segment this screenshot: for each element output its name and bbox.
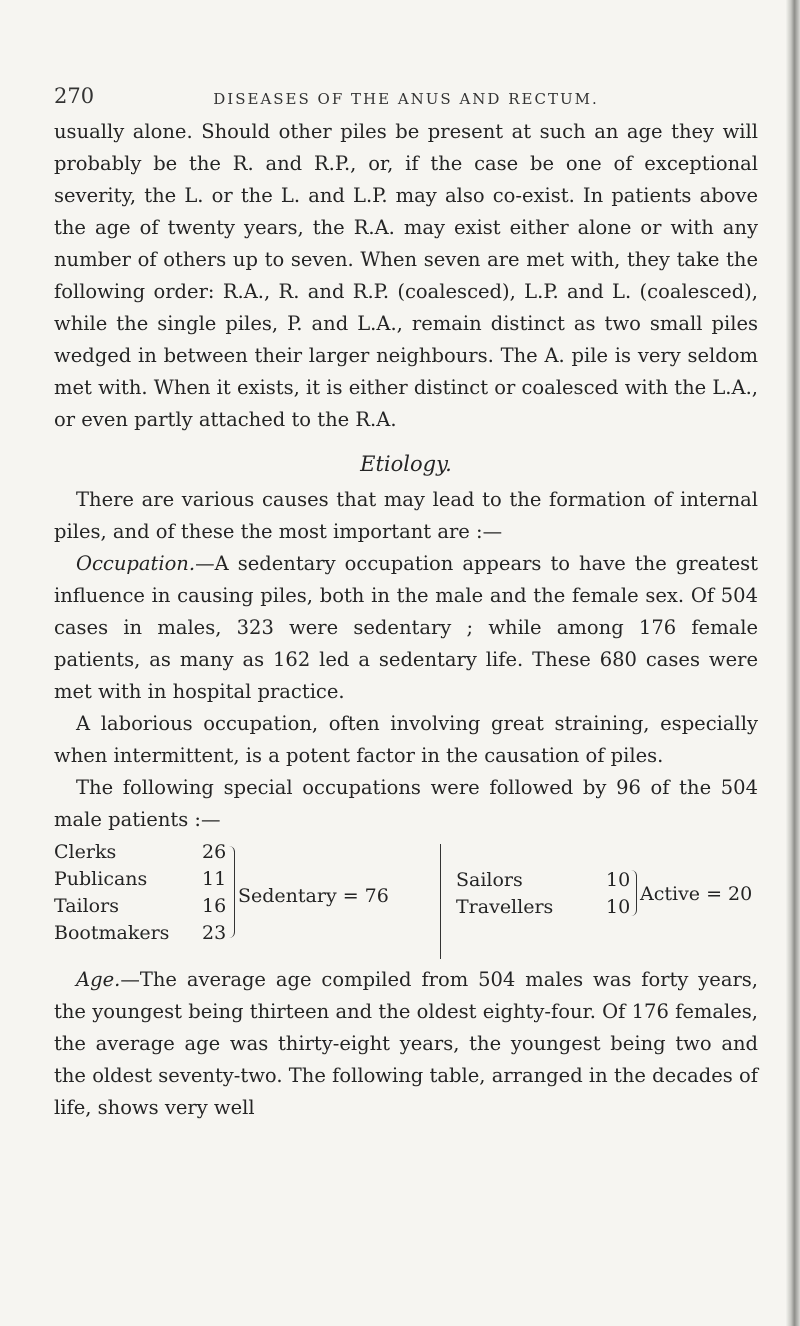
section-heading: Etiology. — [360, 452, 452, 476]
paragraph-6 — [54, 964, 758, 1124]
age-subheading: Age. — [76, 968, 121, 991]
active-brace — [628, 870, 637, 916]
paragraph-5: The following special occupations were followed by 96 of the 504 male patients :— — [54, 776, 758, 831]
occupation-count: 26 — [202, 841, 227, 863]
page-edge-shadow — [786, 0, 800, 1326]
paragraph-1: usually alone. Should other piles be present at such an age they will probably be the R. and R.P., or, if the case be one of exceptional severity, the L. or the L. and L.P. may also co-exist. In patients above the age of twenty years, the R.A. may exist either alone or with any number of others up to seven. When seven are met with, they take the following order: R.A., R. and R.P. (coalesced), L.P. and L. (coalesced), while the single piles, P. and L.A., remain distinct as two small piles wedged in between their larger neighbours. The A. pile is very seldom met with. When it exists, it is either distinct or coalesced with the L.A., or even partly attached to the R.A. — [54, 120, 758, 431]
sedentary-column — [54, 836, 444, 944]
paragraph-2: There are various causes that may lead to the formation of internal piles, and of these the most important are :— — [54, 488, 758, 543]
occupation-name: Bootmakers — [54, 922, 170, 944]
table-row — [54, 836, 444, 863]
occupation-name: Tailors — [54, 895, 119, 917]
paragraph-6-text: —The average age compiled from 504 males was forty years, the youngest being thirteen and the oldest eighty-four. Of 176 females, the average age was thirty-eight years, the youngest being two and the oldest seventy-two. The following table, arranged in the decades of life, shows very well — [54, 968, 758, 1119]
active-column — [456, 864, 756, 918]
sedentary-brace — [226, 846, 235, 938]
occupation-table — [54, 836, 758, 964]
sedentary-total: Sedentary = 76 — [238, 885, 389, 907]
occupation-count: 11 — [202, 868, 227, 890]
body-text — [54, 116, 758, 1124]
occupation-name: Clerks — [54, 841, 117, 863]
table-row — [54, 917, 444, 944]
occupation-count: 23 — [202, 922, 227, 944]
occupation-count: 16 — [202, 895, 227, 917]
paragraph-3 — [54, 548, 758, 708]
paragraph-4: A laborious occupation, often involving great straining, especially when intermittent, is a potent factor in the causation of piles. — [54, 712, 758, 767]
column-divider — [440, 844, 441, 959]
active-total: Active = 20 — [640, 883, 753, 905]
occupation-subheading: Occupation. — [76, 552, 196, 575]
occupation-name: Travellers — [456, 896, 554, 918]
paragraph-3-text: —A sedentary occupation appears to have the greatest influence in causing piles, both in the male and the female sex. Of 504 cases in males, 323 were sedentary ; while among 176 female patients, as many as 162 led a sedentary life. These 680 cases were met with in hospital practice. — [54, 552, 758, 703]
occupation-name: Sailors — [456, 869, 523, 891]
running-head: DISEASES OF THE ANUS AND RECTUM. — [213, 90, 599, 108]
occupation-count: 10 — [606, 896, 631, 918]
page-number: 270 — [54, 84, 95, 108]
occupation-count: 10 — [606, 869, 631, 891]
occupation-name: Publicans — [54, 868, 148, 890]
page-header — [54, 84, 758, 112]
